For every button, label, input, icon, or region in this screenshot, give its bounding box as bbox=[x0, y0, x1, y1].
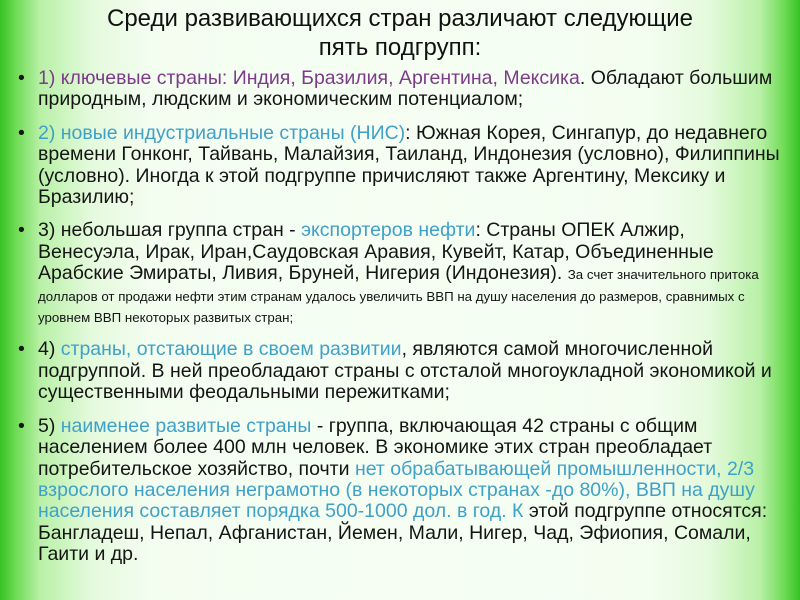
list-item-key-countries bbox=[14, 68, 792, 111]
slide-title bbox=[0, 4, 800, 62]
item-3-text: : Страны ОПЕК Алжир, Венесуэла, Ирак, Иран,Саудовская Аравия, Кувейт, Катар, Объединенные Арабские Эмираты, Ливия, Бруней, Нигерия (Индонезия). bbox=[38, 219, 714, 285]
item-5-text: этой подгруппе относятся: Бангладеш, Непал, Афганистан, Йемен, Мали, Нигер, Чад, Эфиопия, Сомали, Гаити и др. bbox=[38, 500, 768, 566]
item-5-highlight-2: нет обрабатывающей промышленности, 2/3 взрослого населения неграмотно (в некоторых странах -до 80%), ВВП на душу населения составляет порядка 500-1000 дол. в год. К bbox=[38, 457, 755, 523]
list-item-oil-exporters bbox=[14, 220, 792, 327]
bullet-icon: • bbox=[18, 121, 25, 144]
bullet-icon: • bbox=[18, 67, 25, 89]
item-4-highlight: страны, отстающие в своем развитии bbox=[60, 338, 402, 361]
bullet-icon: • bbox=[18, 414, 25, 437]
list-item-least-developed bbox=[14, 416, 792, 566]
item-5-pre: 5) bbox=[38, 414, 61, 437]
subgroup-list bbox=[14, 68, 792, 578]
item-1-countries: Индия, Бразилия, Аргентина, Мексика bbox=[232, 67, 580, 89]
item-5-highlight: наименее развитые страны bbox=[60, 414, 312, 437]
item-3-note: За счет значительного притока долларов от продажи нефти этим странам удалось увеличить ВВП на душу населения до размеров, сравнимых с уровнем ВВП некоторых развитых стран; bbox=[38, 267, 759, 326]
item-1-text: . Обладают большим природным, людским и экономическим потенциалом; bbox=[38, 67, 773, 111]
slide-title-line-2: пять подгрупп: bbox=[318, 34, 482, 61]
item-5-mid: - группа, включающая 42 страны с общим населением более 400 млн человек. В экономике этих стран преобладает потребительское хозяйство, почти bbox=[38, 414, 713, 480]
item-3-highlight: экспортеров нефти bbox=[301, 219, 476, 242]
item-2-text: : Южная Корея, Сингапур, до недавнего времени Гонконг, Тайвань, Малайзия, Таиланд, Индонезия (условно), Филиппины (условно). Иногда к этой подгруппе причисляют также Аргентину, Мексику и Бразилию; bbox=[38, 121, 780, 209]
item-1-lead: 1) ключевые страны: bbox=[38, 67, 233, 89]
list-item-lagging bbox=[14, 339, 792, 403]
item-3-pre: 3) небольшая группа стран - bbox=[38, 219, 302, 242]
bullet-icon: • bbox=[18, 338, 25, 361]
item-4-text: , являются самой многочисленной подгруппой. В ней преобладают страны с отсталой многоукладной экономикой и существенными феодальными пережитками; bbox=[38, 338, 772, 404]
bullet-icon: • bbox=[18, 219, 25, 242]
item-2-lead: 2) новые индустриальные страны (НИС) bbox=[38, 121, 406, 144]
slide-title-line-1: Среди развивающихся стран различают следующие bbox=[106, 5, 694, 32]
list-item-nic bbox=[14, 123, 792, 209]
item-4-pre: 4) bbox=[38, 338, 61, 361]
